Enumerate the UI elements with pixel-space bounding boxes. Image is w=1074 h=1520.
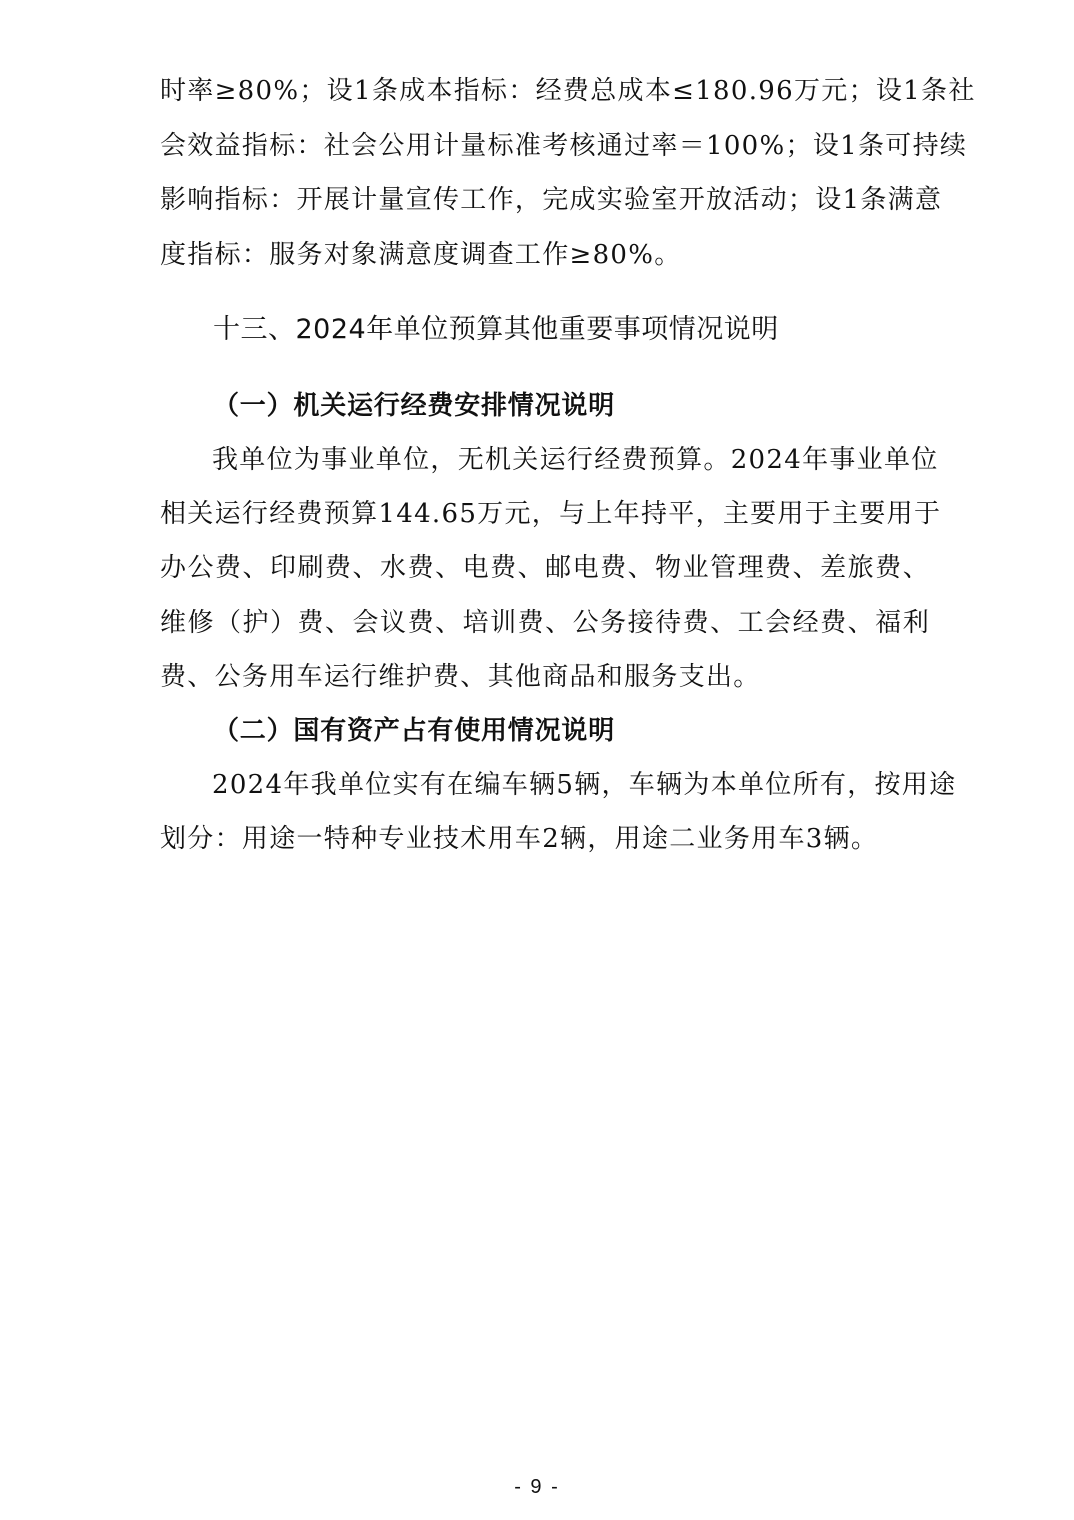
body-text-line: 会效益指标：社会公用计量标准考核通过率＝100%；设1条可持续 bbox=[160, 131, 968, 161]
body-text-line: 相关运行经费预算144.65万元，与上年持平，主要用于主要用于 bbox=[160, 499, 942, 529]
body-text-line: 办公费、印刷费、水费、电费、邮电费、物业管理费、差旅费、 bbox=[160, 553, 930, 583]
subsection-title: （二）国有资产占有使用情况说明 bbox=[213, 716, 616, 746]
section-heading: 十三、2024年单位预算其他重要事项情况说明 bbox=[213, 314, 779, 345]
body-text-line: 时率≥80%；设1条成本指标：经费总成本≤180.96万元；设1条社 bbox=[160, 76, 976, 106]
body-text-line: 度指标：服务对象满意度调查工作≥80%。 bbox=[160, 240, 682, 270]
body-text-line: 维修（护）费、会议费、培训费、公务接待费、工会经费、福利 bbox=[160, 608, 930, 638]
body-text-line: 费、公务用车运行维护费、其他商品和服务支出。 bbox=[160, 662, 761, 692]
page-number: - 9 - bbox=[514, 1476, 560, 1498]
body-text-line: 2024年我单位实有在编车辆5辆，车辆为本单位所有，按用途 bbox=[212, 770, 957, 800]
body-text-line: 影响指标：开展计量宣传工作，完成实验室开放活动；设1条满意 bbox=[160, 185, 943, 215]
body-text-line: 划分：用途一特种专业技术用车2辆，用途二业务用车3辆。 bbox=[160, 824, 879, 854]
subsection-title: （一）机关运行经费安排情况说明 bbox=[213, 391, 616, 421]
body-text-line: 我单位为事业单位，无机关运行经费预算。2024年事业单位 bbox=[212, 445, 939, 475]
